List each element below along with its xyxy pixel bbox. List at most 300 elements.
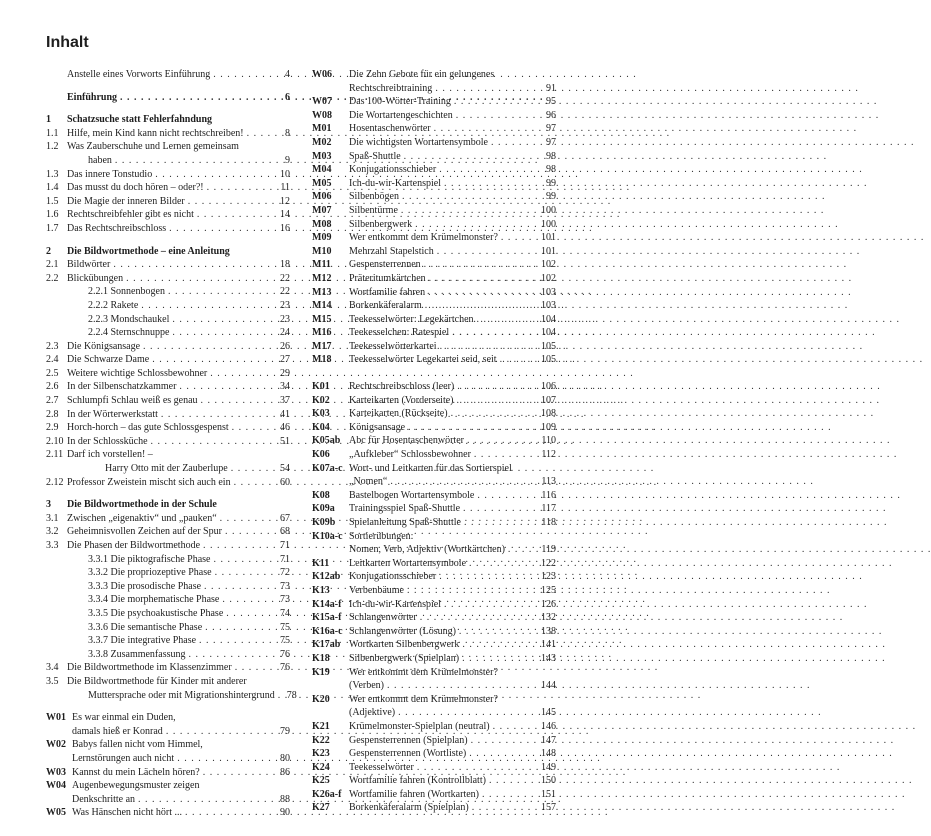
page-number: 10: [280, 168, 290, 180]
entry-title: 3.3.6 Die semantische Phase: [88, 621, 203, 633]
entry-number: K27: [312, 802, 330, 814]
page-number: 149: [541, 761, 556, 773]
page-number: 113: [541, 476, 556, 488]
page-number: 8: [285, 127, 290, 139]
toc-entry: [312, 788, 556, 802]
entry-number: 3.1: [46, 512, 59, 524]
page-number: 73: [280, 594, 290, 606]
entry-title: Es war einmal ein Duden,: [72, 712, 176, 724]
entry-title: Rechtschreibtraining: [349, 82, 433, 94]
dot-leader: [437, 245, 538, 259]
page-number: 116: [541, 489, 556, 501]
entry-title: Wortfamilie fahren (Wortkarten): [349, 788, 479, 800]
entry-title: Augenbewegungsmuster zeigen: [72, 780, 200, 792]
entry-title: Harry Otto mit der Zauberlupe: [105, 463, 228, 475]
page-number: 79: [280, 725, 290, 737]
page-number: 132: [541, 612, 556, 624]
dot-leader: [126, 272, 275, 286]
entry-title: In der Silbenschatzkammer: [67, 381, 177, 393]
page-number: 99: [546, 191, 556, 203]
dot-leader: [408, 421, 538, 435]
entry-number: K02: [312, 394, 330, 406]
toc-entry: [46, 394, 290, 408]
entry-number: 2.6: [46, 381, 59, 393]
toc-entry: [46, 113, 290, 127]
entry-title: Konjugationsschieber: [349, 571, 437, 583]
page-number: 18: [280, 259, 290, 271]
page-number: 91: [546, 82, 556, 94]
section-spacer: [46, 104, 290, 113]
page-number: 105: [541, 354, 556, 366]
entry-title: Die Phasen der Bildwortmethode: [67, 540, 201, 551]
entry-title: Das 100-Wörter-Training: [349, 96, 451, 108]
dot-leader: [115, 154, 275, 168]
page-number: 145: [541, 707, 556, 719]
entry-number: 2.9: [46, 422, 59, 434]
entry-title: Präteritumkärtchen: [349, 272, 426, 284]
toc-entry: [312, 353, 556, 367]
entry-number: K23: [312, 748, 330, 760]
toc-entry: [46, 285, 290, 299]
page-number: 23: [280, 313, 290, 325]
dot-leader: [434, 122, 541, 136]
entry-title: Konjugationsschieber: [349, 164, 437, 176]
toc-entry: [312, 570, 556, 584]
toc-entry: [46, 498, 290, 512]
entry-number: K16a-c: [312, 625, 343, 637]
dot-leader: [462, 638, 538, 652]
dot-leader: [469, 557, 538, 571]
entry-number: K13: [312, 584, 330, 596]
toc-entry: [46, 752, 290, 766]
entry-number: M12: [312, 272, 332, 284]
entry-number: K26a-f: [312, 788, 342, 800]
dot-leader: [459, 625, 538, 639]
dot-leader: [232, 421, 275, 435]
entry-number: K14a-f: [312, 598, 342, 610]
entry-number: 1.2: [46, 141, 59, 153]
entry-title: Königsansage: [349, 421, 406, 433]
page-number: 109: [541, 421, 556, 433]
entry-title: (Adjektive): [349, 707, 396, 719]
page-number: 80: [280, 752, 290, 764]
entry-number: W05: [46, 807, 66, 819]
page-number: 11: [280, 182, 290, 194]
entry-title: haben: [88, 154, 112, 166]
toc-entry: [312, 801, 556, 815]
dot-leader: [387, 679, 538, 693]
entry-title: Wer entkommt dem Krümelmonster?: [349, 666, 498, 678]
page-number: 107: [541, 394, 556, 406]
entry-number: K01: [312, 381, 330, 393]
entry-number: K20: [312, 693, 330, 705]
dot-leader: [474, 448, 538, 462]
entry-title: Wortfamilie fahren (Kontrollblatt): [349, 775, 486, 787]
page-number: 98: [546, 164, 556, 176]
entry-title: Weitere wichtige Schlossbewohner: [67, 367, 208, 379]
page-number: 75: [280, 621, 290, 633]
dot-leader: [456, 109, 541, 123]
dot-leader: [120, 91, 275, 105]
entry-title: Denkschritte an: [72, 793, 136, 805]
toc-entry: [312, 258, 556, 272]
entry-title: Rechtschreibfehler gibt es nicht: [67, 209, 194, 221]
entry-number: 3.2: [46, 526, 59, 538]
dot-leader: [234, 476, 275, 490]
dot-leader: [151, 435, 275, 449]
entry-title: Silbenbögen: [349, 191, 399, 203]
entry-number: 2.1: [46, 259, 59, 271]
entry-title: 2.2.3 Mondschaukel: [88, 313, 170, 325]
entry-title: Abc für Hosentaschenwörter: [349, 435, 464, 447]
page-number: 110: [541, 435, 556, 447]
dot-leader: [489, 774, 538, 788]
entry-number: 2.3: [46, 340, 59, 352]
entry-title: Blickübungen: [67, 272, 124, 284]
toc-entry: [312, 136, 556, 150]
entry-title: Die Magie der inneren Bilder: [67, 195, 185, 207]
page-number: 104: [541, 327, 556, 339]
toc-entry: [46, 793, 290, 807]
entry-title: Krümelmonster-Spielplan (neutral): [349, 720, 490, 732]
toc-entry: [46, 566, 290, 580]
toc-entry: [312, 407, 556, 421]
toc-entry: [312, 720, 556, 734]
dot-leader: [215, 566, 275, 580]
dot-leader: [143, 340, 275, 354]
toc-entry: [312, 68, 556, 82]
entry-title: Teekesselwörter: Legekärtchen: [349, 313, 474, 325]
entry-title: In der Wörterwerkstatt: [67, 408, 158, 420]
entry-title: Die Schwarze Dame: [67, 354, 150, 366]
page-number: 6: [285, 91, 290, 103]
page-number: 123: [541, 571, 556, 583]
dot-leader: [491, 136, 541, 150]
entry-number: 1.5: [46, 195, 59, 207]
page-number: 67: [280, 512, 290, 524]
entry-number: 1.1: [46, 127, 59, 139]
toc-entry: [312, 340, 556, 354]
toc-entry: [46, 435, 290, 449]
entry-number: K07a-c: [312, 462, 343, 474]
toc-entry: [312, 163, 556, 177]
dot-leader: [457, 380, 538, 394]
dot-leader: [429, 272, 538, 286]
page-number: 106: [541, 381, 556, 393]
dot-leader: [201, 394, 275, 408]
entry-number: 2.10: [46, 435, 64, 447]
page-number: 157: [541, 802, 556, 814]
entry-title: Wer entkommt dem Krümelmonster?: [349, 693, 498, 705]
entry-title: Darf ich vorstellen! –: [67, 449, 153, 461]
entry-title: Das innere Tonstudio: [67, 168, 153, 180]
entry-number: 3: [46, 499, 51, 511]
toc-entry: [312, 286, 556, 300]
entry-number: K22: [312, 734, 330, 746]
dot-leader: [204, 580, 275, 594]
dot-leader: [439, 570, 538, 584]
toc-entry: [46, 476, 290, 490]
dot-leader: [401, 204, 538, 218]
toc-entry: [46, 553, 290, 567]
toc-entry: [46, 580, 290, 594]
dot-leader: [205, 621, 275, 635]
entry-title: (Verben): [349, 680, 384, 692]
dot-leader: [185, 806, 275, 820]
dot-leader: [235, 661, 275, 675]
dot-leader: [402, 190, 541, 204]
toc-entry: [312, 109, 556, 123]
toc-entry: [312, 666, 556, 680]
page-number: 78: [286, 689, 297, 701]
entry-title: 3.3.3 Die prosodische Phase: [88, 580, 202, 592]
dot-leader: [508, 543, 538, 557]
entry-title: Teekesselwörterkartei: [349, 340, 437, 352]
entry-title: Die Zehn Gebote für ein gelungenes: [349, 69, 495, 80]
toc-entry: [46, 195, 290, 209]
entry-number: K25: [312, 775, 330, 787]
toc-entry: [46, 299, 290, 313]
page-number: 14: [280, 209, 290, 221]
dot-leader: [463, 502, 538, 516]
page-number: 101: [541, 245, 556, 257]
entry-number: K05ab: [312, 435, 341, 447]
entry-number: K11: [312, 557, 330, 569]
toc-entry: [312, 204, 556, 218]
page-number: 103: [541, 300, 556, 312]
dot-leader: [231, 462, 275, 476]
page-number: 108: [541, 408, 556, 420]
toc-entry: [312, 693, 556, 707]
toc-entry: [46, 258, 290, 272]
entry-title: Die Bildwortmethode im Klassenzimmer: [67, 662, 232, 674]
dot-leader: [464, 516, 538, 530]
entry-title: Muttersprache oder mit Migrationshintergrund: [88, 689, 275, 701]
dot-leader: [500, 353, 538, 367]
toc-entry: [312, 218, 556, 232]
page-number: 22: [280, 286, 290, 298]
entry-number: M08: [312, 218, 332, 230]
dot-leader: [435, 82, 541, 96]
dot-leader: [501, 231, 538, 245]
toc-entry: [312, 543, 556, 557]
page-number: 71: [280, 540, 290, 551]
entry-title: Die Bildwortmethode in der Schule: [67, 499, 217, 511]
toc-entry: [312, 421, 556, 435]
entry-number: M04: [312, 164, 332, 176]
dot-leader: [440, 340, 538, 354]
toc-right-column: [312, 68, 556, 815]
entry-number: M16: [312, 327, 332, 339]
entry-title: 2.2.2 Rakete: [88, 299, 139, 311]
toc-entry: [312, 190, 556, 204]
entry-number: K03: [312, 408, 330, 420]
dot-leader: [477, 489, 538, 503]
page-number: 95: [546, 96, 556, 108]
entry-title: Bildwörter: [67, 259, 111, 271]
entry-number: K10a-c: [312, 530, 343, 542]
dot-leader: [169, 222, 275, 236]
page-number: 122: [541, 557, 556, 569]
entry-title: damals hieß er Konrad: [72, 725, 163, 737]
entry-title: Ich-du-wir-Kartenspiel: [349, 177, 441, 189]
entry-title: Leitkarten Wortartensymbole: [349, 557, 467, 569]
entry-number: 1.7: [46, 222, 59, 234]
page-number: 24: [280, 327, 290, 339]
page-number: 76: [280, 648, 290, 660]
page-number: 74: [280, 607, 290, 619]
entry-number: M05: [312, 177, 332, 189]
entry-number: W03: [46, 766, 66, 778]
page-number: 60: [280, 476, 290, 488]
page-number: 37: [280, 395, 290, 407]
dot-leader: [467, 434, 538, 448]
entry-number: K09b: [312, 517, 336, 528]
toc-entry: [312, 272, 556, 286]
toc-entry: [46, 91, 290, 105]
dot-leader: [462, 652, 538, 666]
entry-title: In der Schlossküche: [67, 435, 148, 447]
entry-title: Zwischen „eigenaktiv“ und „pauken“: [67, 512, 217, 524]
toc-entry: [312, 245, 556, 259]
toc-entry: [46, 648, 290, 662]
entry-number: M17: [312, 340, 332, 352]
entry-number: 1: [46, 114, 51, 126]
toc-entry: [46, 181, 290, 195]
dot-leader: [407, 584, 538, 598]
dot-leader: [155, 168, 275, 182]
entry-number: M14: [312, 300, 332, 312]
toc-entry: [46, 593, 290, 607]
entry-title: Was Hänschen nicht hört ...: [72, 807, 182, 819]
entry-title: Professor Zweistein mischt sich auch ein: [67, 476, 231, 488]
entry-title: Borkenkäferalarm (Spielplan): [349, 802, 469, 814]
page-number: 96: [546, 109, 556, 121]
entry-title: Verbenbäume: [349, 584, 404, 596]
entry-number: K21: [312, 720, 330, 732]
entry-title: Schatzsuche statt Fehlerfahndung: [67, 114, 213, 126]
toc-entry: [312, 557, 556, 571]
toc-entry: [312, 679, 556, 693]
toc-entry: [46, 222, 290, 236]
entry-title: Anstelle eines Vorworts Einführung: [67, 69, 211, 80]
toc-entry: [312, 611, 556, 625]
page-number: 101: [541, 232, 556, 244]
toc-entry: [46, 539, 290, 553]
page-number: 104: [541, 313, 556, 325]
page-number: 105: [541, 340, 556, 352]
dot-leader: [493, 720, 538, 734]
entry-number: K12ab: [312, 571, 341, 583]
toc-entry: [46, 806, 290, 820]
entry-number: M01: [312, 123, 332, 135]
dot-leader: [469, 747, 538, 761]
page-number: 71: [280, 553, 290, 565]
page-number: 73: [280, 580, 290, 592]
dot-leader: [207, 181, 275, 195]
dot-leader: [482, 788, 538, 802]
dot-leader: [222, 593, 275, 607]
entry-number: 2: [46, 245, 51, 257]
toc-entry: [312, 434, 556, 448]
page-number: 119: [541, 544, 556, 556]
toc-entry: [46, 140, 290, 154]
dot-leader: [166, 725, 275, 739]
toc-entry: [46, 380, 290, 394]
entry-title: 3.3.7 Die integrative Phase: [88, 635, 197, 647]
entry-number: M02: [312, 136, 332, 148]
page-number: 146: [541, 720, 556, 732]
entry-title: Horch-horch – das gute Schlossgespenst: [67, 422, 229, 434]
entry-number: M15: [312, 313, 332, 325]
entry-title: Wortkarten Silbenbergwerk: [349, 639, 460, 651]
page-number: 144: [541, 680, 556, 692]
toc-entry: [312, 177, 556, 191]
entry-title: 2.2.1 Sonnenbogen: [88, 286, 165, 298]
dot-leader: [203, 766, 275, 780]
toc-entry: [312, 448, 556, 462]
toc-entry: [46, 462, 290, 476]
entry-number: M06: [312, 191, 332, 203]
dot-leader: [161, 408, 275, 422]
section-spacer: [46, 489, 290, 498]
page-number: 99: [546, 177, 556, 189]
toc-entry: [46, 313, 290, 327]
page-number: 150: [541, 775, 556, 787]
page-number: 23: [280, 299, 290, 311]
dot-leader: [213, 553, 275, 567]
toc-entry: [46, 634, 290, 648]
toc-entry: [46, 621, 290, 635]
entry-title: Spaß-Shuttle: [349, 150, 401, 162]
entry-title: 3.3.5 Die psychoakustische Phase: [88, 607, 224, 619]
toc-entry: [46, 68, 290, 82]
page-number: 9: [285, 154, 290, 166]
entry-title: Hosentaschenwörter: [349, 123, 431, 135]
entry-number: K18: [312, 652, 330, 664]
entry-title: Rechtschreibschloss (leer): [349, 381, 455, 393]
dot-leader: [439, 163, 541, 177]
dot-leader: [203, 539, 275, 553]
page-number: 98: [546, 150, 556, 162]
entry-title: Mehrzahl Stapelstich: [349, 245, 434, 257]
entry-number: M13: [312, 286, 332, 298]
toc-entry: [312, 313, 556, 327]
entry-title: Gespensterrennen (Spielplan): [349, 734, 468, 746]
dot-leader: [247, 127, 275, 141]
entry-number: 2.5: [46, 367, 59, 379]
toc-entry: [312, 380, 556, 394]
entry-title: Kannst du mein Lächeln hören?: [72, 766, 200, 778]
section-spacer: [46, 82, 290, 91]
dot-leader: [168, 285, 275, 299]
entry-title: Schlangenwörter: [349, 612, 417, 624]
section-spacer: [46, 702, 290, 711]
page-number: 100: [541, 204, 556, 216]
entry-title: Teekesselchen: Ratespiel: [349, 327, 450, 339]
toc-entry: [312, 299, 556, 313]
toc-entry: [312, 502, 556, 516]
toc-entry: [46, 448, 290, 462]
page-number: 16: [280, 222, 290, 234]
page-number: 143: [541, 652, 556, 664]
page-number: 76: [280, 662, 290, 674]
entry-title: Trainingsspiel Spaß-Shuttle: [349, 503, 461, 515]
dot-leader: [152, 353, 275, 367]
entry-title: Karteikarten (Rückseite): [349, 408, 448, 420]
dot-leader: [225, 525, 275, 539]
toc-left-column: [46, 68, 297, 820]
